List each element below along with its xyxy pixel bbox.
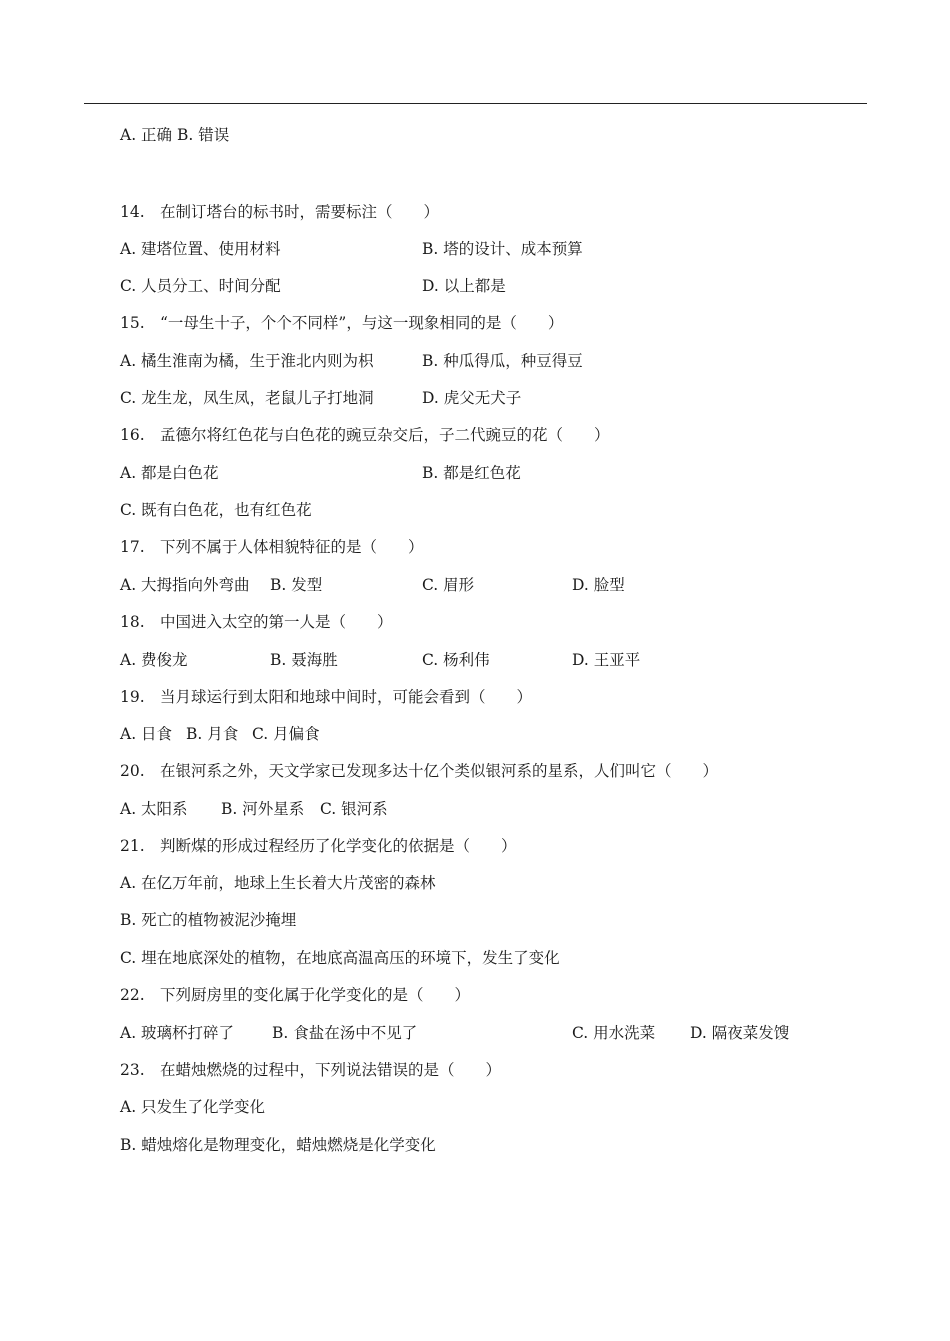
question-number: 18. xyxy=(120,613,145,631)
question-22 xyxy=(120,985,470,1005)
option-21-b: B. 死亡的植物被泥沙掩埋 xyxy=(120,911,297,929)
question-text: 在蜡烛燃烧的过程中，下列说法错误的是（ ） xyxy=(160,1061,502,1079)
option-22-a: A. 玻璃杯打碎了 xyxy=(120,1024,235,1042)
option-20-b: B. 河外星系 xyxy=(221,800,305,818)
question-text: 判断煤的形成过程经历了化学变化的依据是（ ） xyxy=(160,837,517,855)
option-23-b: B. 蜡烛熔化是物理变化，蜡烛燃烧是化学变化 xyxy=(120,1136,436,1154)
question-text: 下列不属于人体相貌特征的是（ ） xyxy=(160,538,424,556)
question-number: 23. xyxy=(120,1061,145,1079)
option-22-d: D. 隔夜菜发馊 xyxy=(690,1024,790,1042)
option-23-a: A. 只发生了化学变化 xyxy=(120,1098,266,1116)
question-number: 20. xyxy=(120,762,145,780)
question-text: 在制订塔台的标书时，需要标注（ ） xyxy=(160,203,440,221)
question-text: 下列厨房里的变化属于化学变化的是（ ） xyxy=(160,986,471,1004)
option-16-b: B. 都是红色花 xyxy=(422,464,521,482)
option-19-b: B. 月食 xyxy=(186,725,239,743)
question-number: 21. xyxy=(120,837,145,855)
option-15-d: D. 虎父无犬子 xyxy=(422,389,522,407)
option-19-a: A. 日食 xyxy=(120,725,173,743)
question-number: 19. xyxy=(120,688,145,706)
question-14 xyxy=(120,202,439,222)
previous-question-options: A. 正确 B. 错误 xyxy=(120,126,230,144)
question-21 xyxy=(120,836,517,856)
option-20-a: A. 太阳系 xyxy=(120,800,188,818)
question-17 xyxy=(120,537,424,557)
option-15-b: B. 种瓜得瓜，种豆得豆 xyxy=(422,352,583,370)
question-number: 22. xyxy=(120,986,145,1004)
option-18-a: A. 费俊龙 xyxy=(120,651,188,669)
option-16-c: C. 既有白色花，也有红色花 xyxy=(120,501,312,519)
question-number: 17. xyxy=(120,538,145,556)
question-15 xyxy=(120,313,563,333)
question-text: “一母生十子，个个不同样”，与这一现象相同的是（ ） xyxy=(160,314,564,332)
question-number: 14. xyxy=(120,203,145,221)
option-17-a: A. 大拇指向外弯曲 xyxy=(120,576,250,594)
question-text: 中国进入太空的第一人是（ ） xyxy=(160,613,393,631)
option-17-b: B. 发型 xyxy=(270,576,323,594)
question-text: 孟德尔将红色花与白色花的豌豆杂交后，子二代豌豆的花（ ） xyxy=(160,426,610,444)
question-20 xyxy=(120,761,718,781)
option-17-d: D. 脸型 xyxy=(572,576,625,594)
option-14-d: D. 以上都是 xyxy=(422,277,506,295)
option-19-c: C. 月偏食 xyxy=(252,725,320,743)
option-22-b: B. 食盐在汤中不见了 xyxy=(272,1024,418,1042)
option-21-c: C. 埋在地底深处的植物，在地底高温高压的环境下，发生了变化 xyxy=(120,949,560,967)
question-23 xyxy=(120,1060,501,1080)
option-14-c: C. 人员分工、时间分配 xyxy=(120,277,281,295)
option-16-a: A. 都是白色花 xyxy=(120,464,219,482)
option-18-b: B. 聂海胜 xyxy=(270,651,338,669)
option-15-a: A. 橘生淮南为橘，生于淮北内则为枳 xyxy=(120,352,374,370)
question-19 xyxy=(120,687,532,707)
question-18 xyxy=(120,612,393,632)
option-14-b: B. 塔的设计、成本预算 xyxy=(422,240,583,258)
option-22-c: C. 用水洗菜 xyxy=(572,1024,656,1042)
option-15-c: C. 龙生龙，凤生凤，老鼠儿子打地洞 xyxy=(120,389,374,407)
question-16 xyxy=(120,425,610,445)
question-number: 15. xyxy=(120,314,145,332)
option-18-c: C. 杨利伟 xyxy=(422,651,490,669)
option-20-c: C. 银河系 xyxy=(320,800,388,818)
question-text: 在银河系之外，天文学家已发现多达十亿个类似银河系的星系，人们叫它（ ） xyxy=(160,762,719,780)
option-21-a: A. 在亿万年前，地球上生长着大片茂密的森林 xyxy=(120,874,436,892)
option-18-d: D. 王亚平 xyxy=(572,651,641,669)
question-number: 16. xyxy=(120,426,145,444)
option-14-a: A. 建塔位置、使用材料 xyxy=(120,240,281,258)
question-text: 当月球运行到太阳和地球中间时，可能会看到（ ） xyxy=(160,688,533,706)
option-17-c: C. 眉形 xyxy=(422,576,475,594)
header-rule xyxy=(84,103,867,104)
